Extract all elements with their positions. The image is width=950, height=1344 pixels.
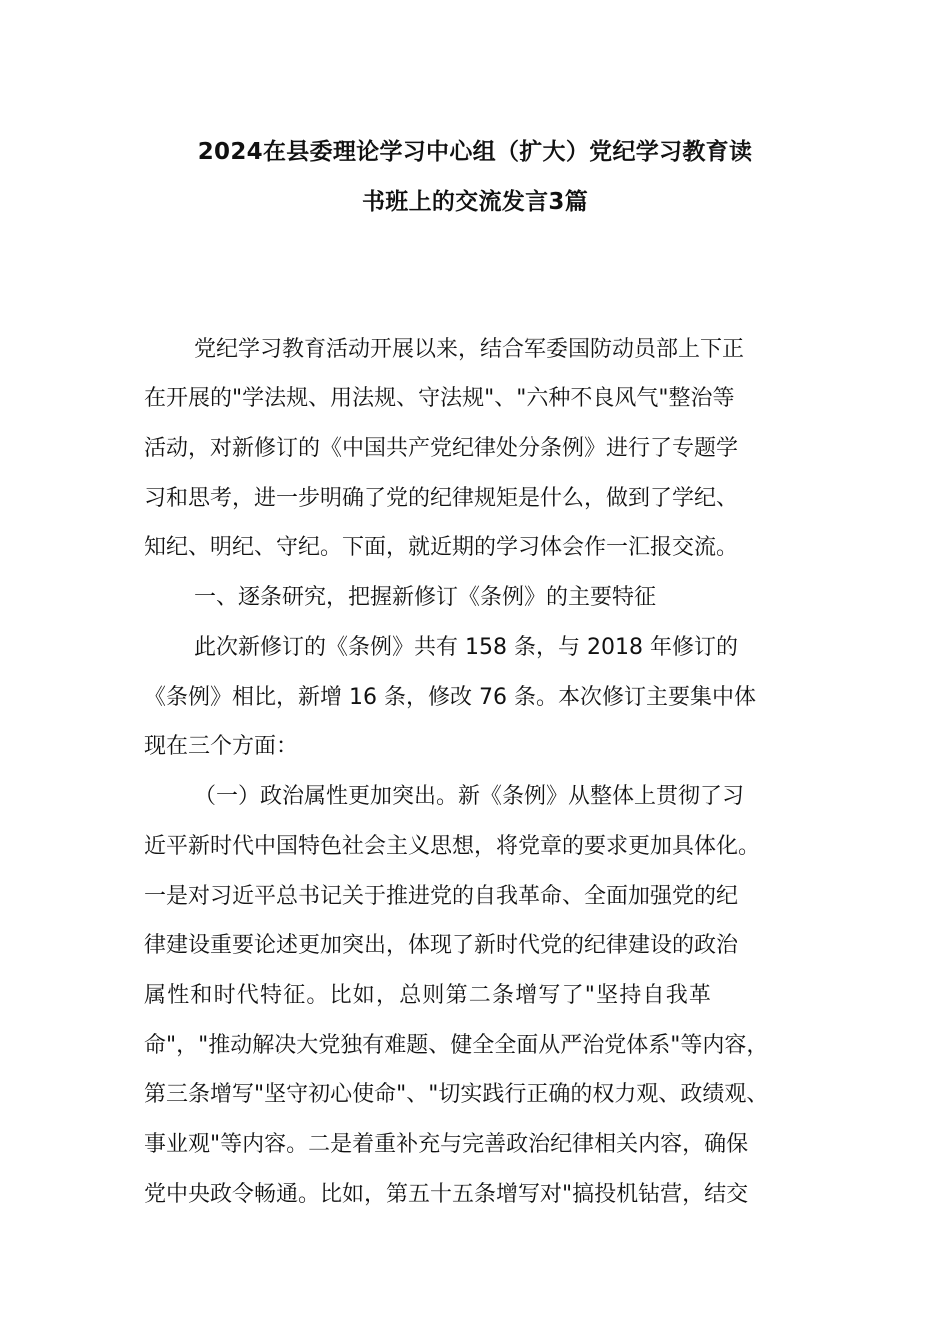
paragraph-line: 一是对习近平总书记关于推进党的自我革命、全面加强党的纪 — [144, 884, 739, 909]
subsection-line: （一）政治属性更加突出。新《条例》从整体上贯彻了习 — [194, 784, 745, 809]
paragraph-line: 第三条增写"坚守初心使命"、"切实践行正确的权力观、政绩观、 — [144, 1082, 769, 1107]
paragraph-line: 活动，对新修订的《中国共产党纪律处分条例》进行了专题学 — [144, 436, 739, 461]
paragraph-line: 在开展的"学法规、用法规、守法规"、"六种不良风气"整治等 — [144, 386, 735, 411]
paragraph-line: 现在三个方面： — [144, 734, 299, 759]
paragraph-line: 律建设重要论述更加突出，体现了新时代党的纪律建设的政治 — [144, 933, 739, 958]
paragraph-line: 《条例》相比，新增 16 条，修改 76 条。本次修订主要集中体 — [144, 685, 756, 710]
paragraph-line: 事业观"等内容。二是着重补充与完善政治纪律相关内容，确保 — [144, 1132, 749, 1157]
paragraph-line: 习和思考，进一步明确了党的纪律规矩是什么，做到了学纪、 — [144, 486, 739, 511]
paragraph-line: 命"，"推动解决大党独有难题、健全全面从严治党体系"等内容， — [144, 1033, 769, 1058]
document-title-line-1: 2024在县委理论学习中心组（扩大）党纪学习教育读 — [197, 139, 753, 165]
paragraph-line: 近平新时代中国特色社会主义思想，将党章的要求更加具体化。 — [144, 834, 761, 859]
document-title-line-2: 书班上的交流发言3篇 — [361, 189, 588, 215]
paragraph-line: 属性和时代特征。比如，总则第二条增写了"坚持自我革 — [144, 983, 713, 1008]
paragraph-line: 此次新修订的《条例》共有 158 条，与 2018 年修订的 — [194, 635, 738, 660]
section-heading: 一、逐条研究，把握新修订《条例》的主要特征 — [194, 585, 657, 610]
paragraph-line: 知纪、明纪、守纪。下面，就近期的学习体会作一汇报交流。 — [144, 535, 739, 560]
paragraph-line: 党中央政令畅通。比如，第五十五条增写对"搞投机钻营，结交 — [144, 1182, 749, 1207]
paragraph-line: 党纪学习教育活动开展以来，结合军委国防动员部上下正 — [194, 337, 745, 362]
